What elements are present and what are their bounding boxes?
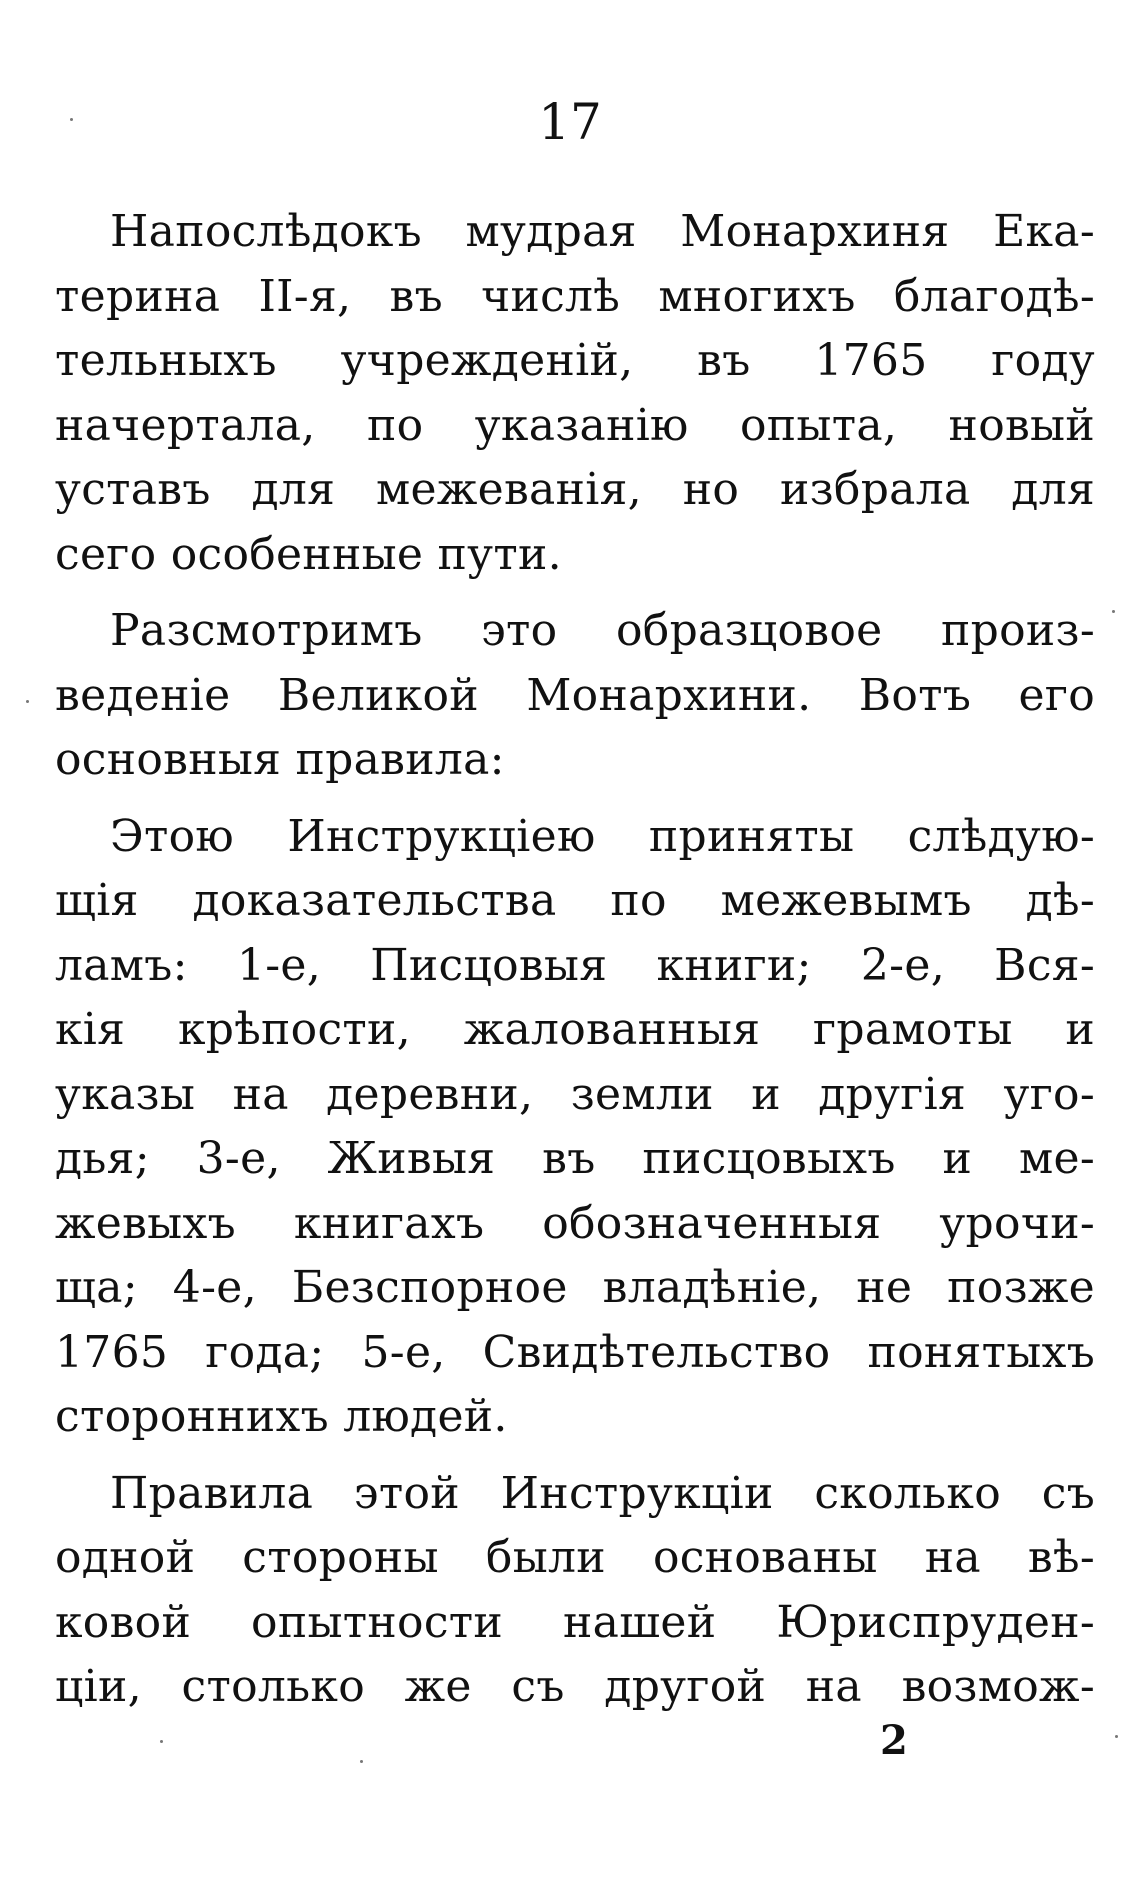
paper-speck (1115, 1735, 1118, 1738)
text-line: тельныхъ учрежденій, въ 1765 году (55, 335, 1095, 386)
paragraph-gap (55, 587, 1095, 599)
text-line: ламъ: 1-е, Писцовыя книги; 2-е, Вся- (55, 939, 1095, 991)
text-line: уставъ для межеванія, но избрала для (55, 464, 1095, 515)
text-line: терина II-я, въ числѣ многихъ благодѣ- (55, 270, 1095, 322)
text-line: начертала, по указанію опыта, новый (55, 399, 1095, 451)
body-text (55, 200, 1095, 1720)
signature-mark: 2 (880, 1717, 908, 1764)
text-line: основныя правила: (55, 734, 505, 785)
paragraph-gap (55, 1450, 1095, 1462)
paper-speck (70, 118, 73, 121)
page-number: 17 (538, 93, 602, 151)
paper-speck (360, 1760, 363, 1763)
text-line: кія крѣпости, жалованныя грамоты и (55, 1004, 1095, 1055)
text-line: стороннихъ людей. (55, 1391, 508, 1442)
text-line: жевыхъ книгахъ обозначенныя урочи- (55, 1197, 1095, 1249)
text-line: Напослѣдокъ мудрая Монархиня Ека- (110, 206, 1095, 257)
paragraph (55, 1462, 1095, 1720)
text-line: Этою Инструкціею приняты слѣдую- (110, 810, 1095, 862)
paper-speck (160, 1740, 163, 1743)
text-line: указы на деревни, земли и другія уго- (55, 1068, 1095, 1120)
text-line: одной стороны были основаны на вѣ- (55, 1532, 1095, 1583)
text-line: веденіе Великой Монархини. Вотъ его (55, 669, 1095, 721)
text-line: Правила этой Инструкціи сколько съ (110, 1467, 1095, 1519)
text-line: ща; 4-е, Безспорное владѣніе, не позже (55, 1262, 1095, 1313)
text-line: Разсмотримъ это образцовое произ- (110, 605, 1095, 656)
paragraph (55, 599, 1095, 793)
paper-speck (26, 700, 29, 703)
text-line: 1765 года; 5-е, Свидѣтельство понятыхъ (55, 1326, 1095, 1378)
text-line: сего особенные пути. (55, 528, 562, 580)
text-line: дья; 3-е, Живыя въ писцовыхъ и ме- (55, 1133, 1095, 1184)
text-line: ціи, столько же съ другой на возмож- (55, 1661, 1095, 1712)
paragraph (55, 805, 1095, 1450)
text-line: ковой опытности нашей Юриспруден- (55, 1596, 1095, 1648)
paragraph-gap (55, 793, 1095, 805)
text-line: щія доказательства по межевымъ дѣ- (55, 875, 1095, 926)
paragraph (55, 200, 1095, 587)
paper-speck (1112, 610, 1115, 613)
